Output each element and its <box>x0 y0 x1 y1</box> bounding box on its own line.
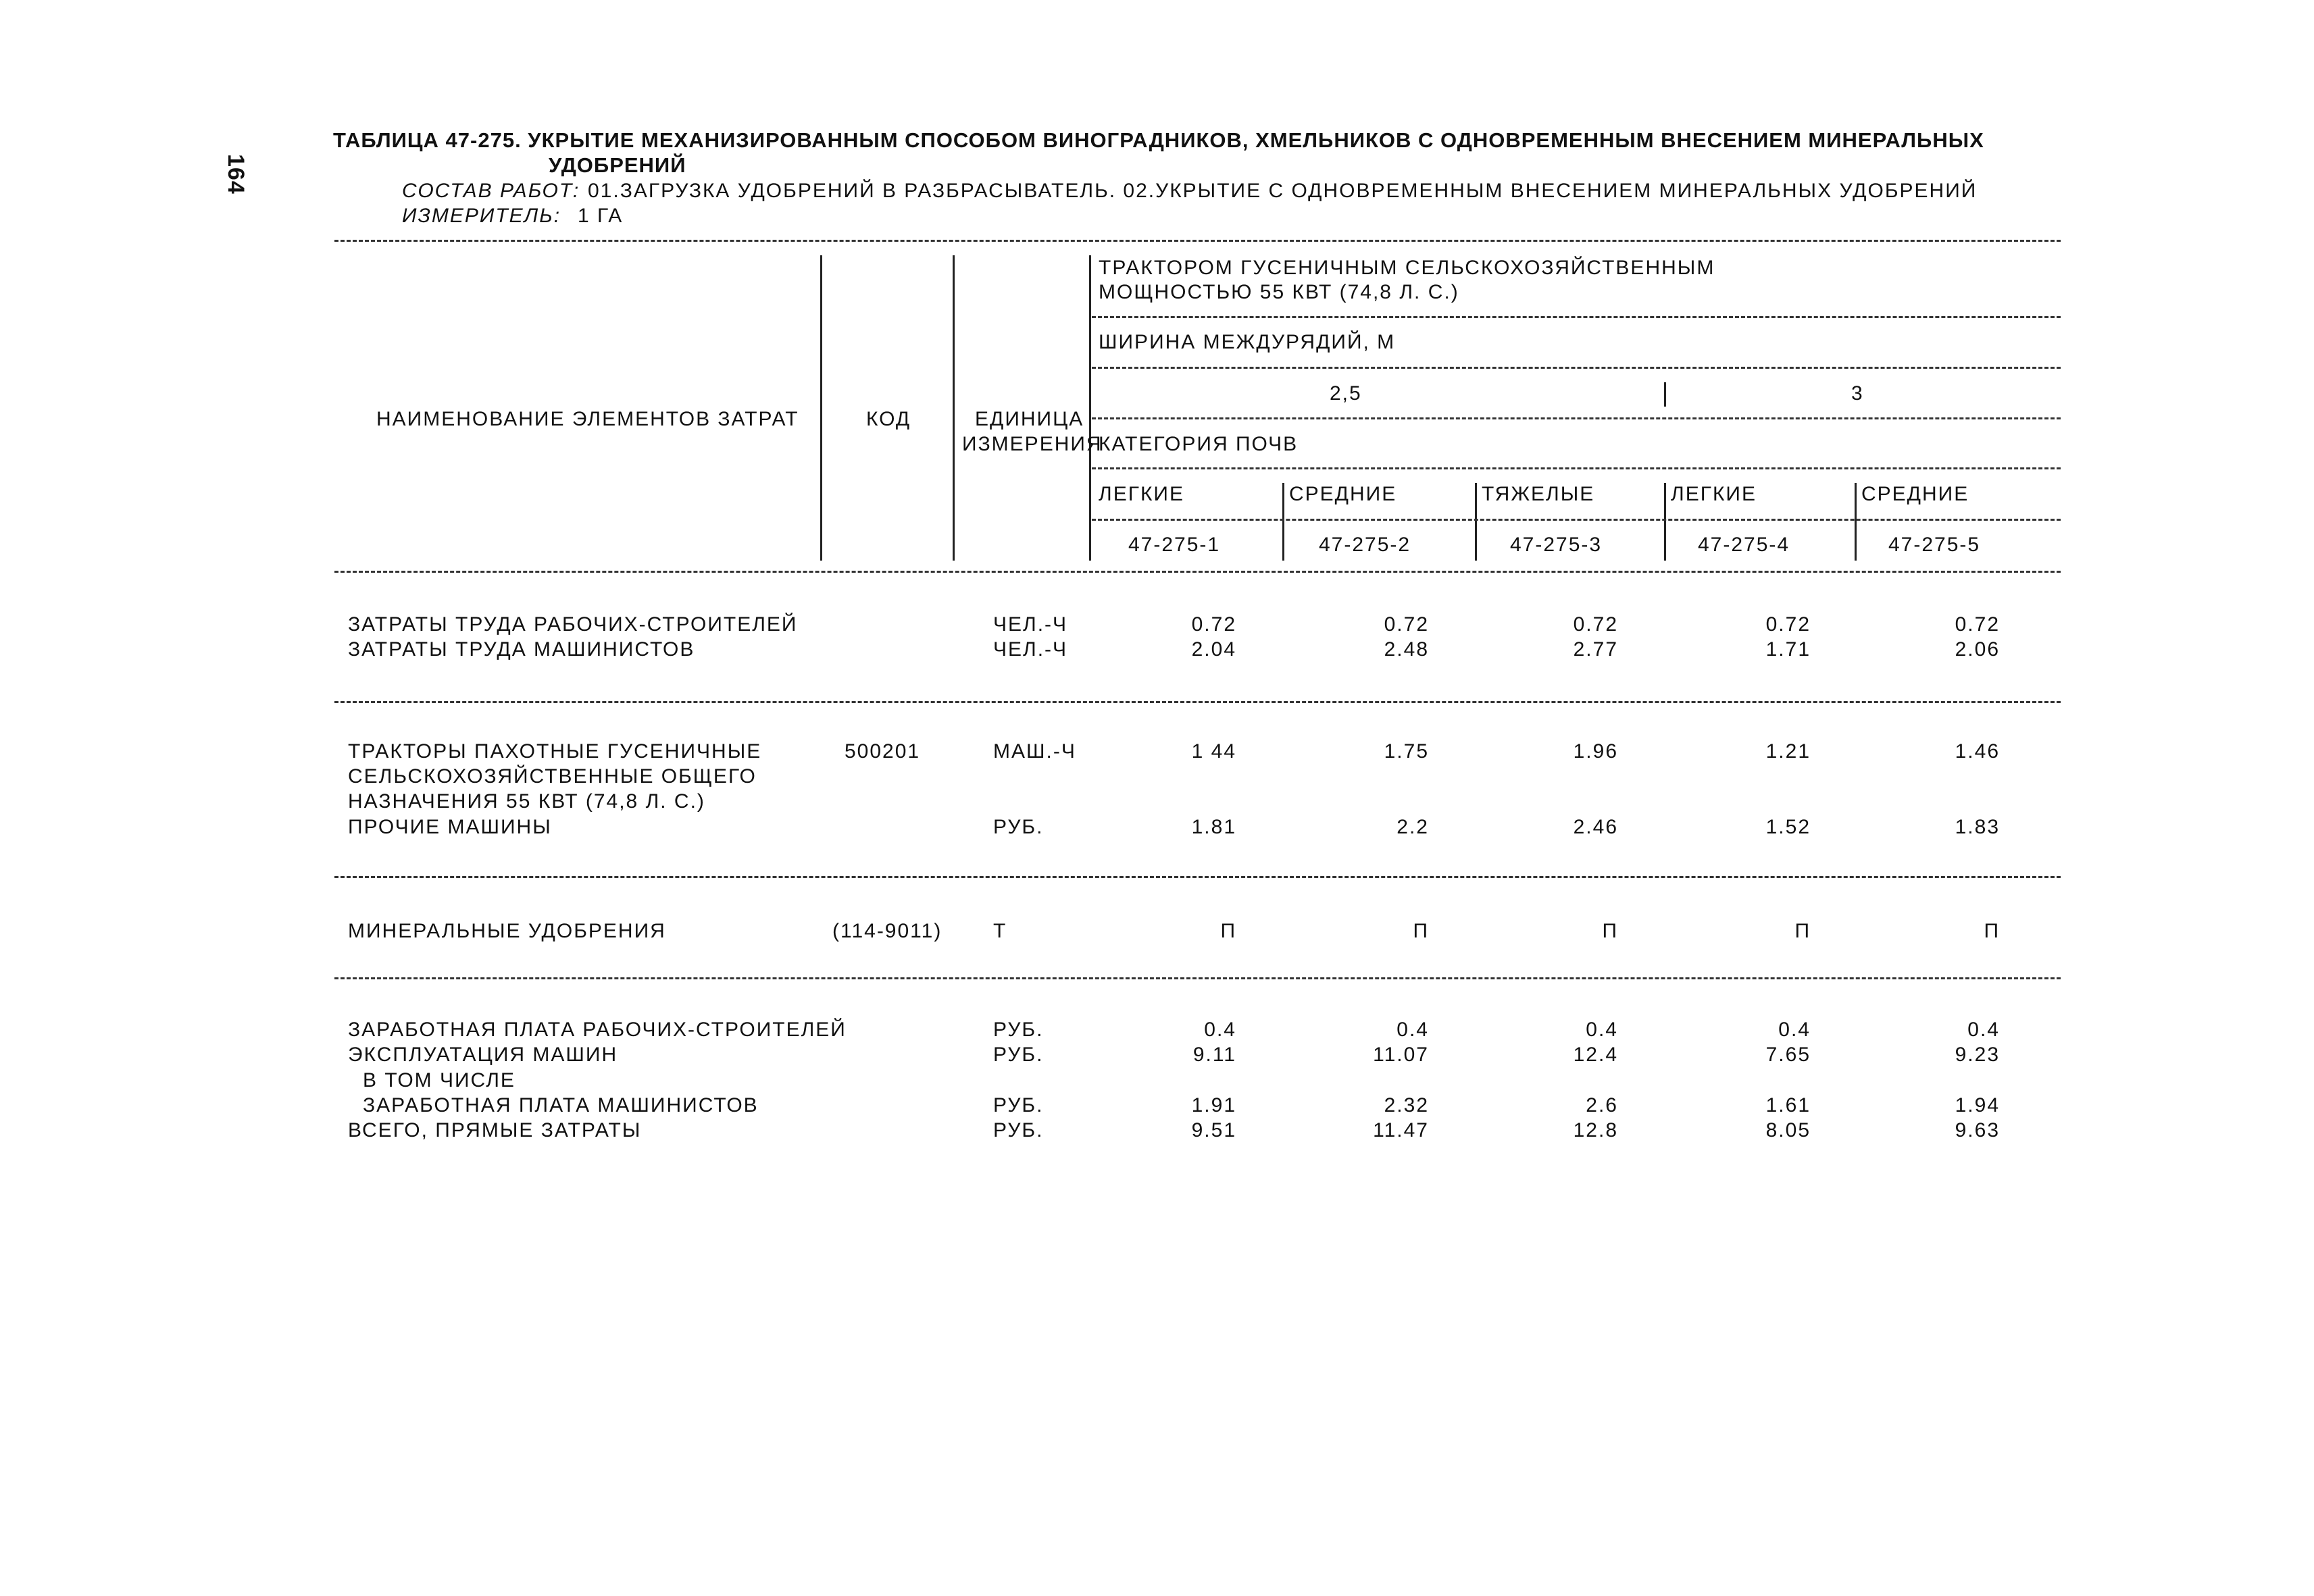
header-unit-1: ЕДИНИЦА <box>975 408 1084 430</box>
norm-code-5: 47-275-5 <box>1888 534 1981 556</box>
work-text: 01.ЗАГРУЗКА УДОБРЕНИЙ В РАЗБРАСЫВАТЕЛЬ. 02.УКРЫТИЕ С ОДНОВРЕМЕННЫМ ВНЕСЕНИЕМ МИНЕРАЛЬНЫХ УДОБРЕНИЙ <box>588 180 1978 202</box>
row-value-4: 1.52 <box>1765 816 1811 838</box>
soil-4: ЛЕГКИЕ <box>1671 483 1757 505</box>
row-name: ТРАКТОРЫ ПАХОТНЫЕ ГУСЕНИЧНЫЕ <box>348 740 762 763</box>
row-value-5: П <box>1984 920 2000 942</box>
col-separator <box>1855 483 1857 561</box>
meter-label: ИЗМЕРИТЕЛЬ: <box>402 205 561 227</box>
row-value-3: 12.4 <box>1573 1044 1618 1066</box>
row-value-2: П <box>1413 920 1429 942</box>
row-value-1: 2.04 <box>1191 638 1236 661</box>
row-value-1: 9.11 <box>1192 1044 1236 1066</box>
divider <box>1092 467 2061 469</box>
row-value-1: 0.72 <box>1191 613 1236 636</box>
row-value-1: 1.91 <box>1191 1094 1236 1116</box>
row-value-2: 11.47 <box>1373 1119 1429 1141</box>
row-value-2: 2.32 <box>1384 1094 1429 1116</box>
row-value-3: 2.77 <box>1573 638 1618 661</box>
row-value-4: 0.72 <box>1765 613 1811 636</box>
row-value-5: 0.72 <box>1955 613 2000 636</box>
soil-1: ЛЕГКИЕ <box>1099 483 1184 505</box>
norm-code-2: 47-275-2 <box>1319 534 1411 556</box>
divider <box>334 701 2061 703</box>
row-value-1: 1.81 <box>1191 816 1236 838</box>
row-name: СЕЛЬСКОХОЗЯЙСТВЕННЫЕ ОБЩЕГО <box>348 765 757 788</box>
col-separator <box>1664 382 1666 407</box>
row-name: ЭКСПЛУАТАЦИЯ МАШИН <box>348 1044 618 1066</box>
row-unit: РУБ. <box>993 1044 1044 1066</box>
soil-2: СРЕДНИЕ <box>1289 483 1397 505</box>
divider <box>1092 316 2061 318</box>
col-separator <box>1282 483 1284 561</box>
header-tractor-2: МОЩНОСТЬЮ 55 КВТ (74,8 Л. С.) <box>1099 281 1459 303</box>
row-value-3: 0.72 <box>1573 613 1618 636</box>
work-label: СОСТАВ РАБОТ: <box>402 180 580 202</box>
meter-value: 1 ГА <box>578 205 624 227</box>
row-value-5: 9.63 <box>1955 1119 2000 1141</box>
row-value-2: 0.4 <box>1397 1019 1429 1041</box>
header-unit-2: ИЗМЕРЕНИЯ <box>962 433 1103 455</box>
row-value-3: 2.46 <box>1573 816 1618 838</box>
row-unit: РУБ. <box>993 1019 1044 1041</box>
row-unit: РУБ. <box>993 816 1044 838</box>
row-value-2: 1.75 <box>1384 740 1429 763</box>
row-value-4: 0.4 <box>1778 1019 1811 1041</box>
row-code: 500201 <box>845 740 921 763</box>
col-separator <box>1089 255 1091 561</box>
row-value-2: 2.48 <box>1384 638 1429 661</box>
row-value-1: 9.51 <box>1191 1119 1236 1141</box>
row-name: ЗАРАБОТНАЯ ПЛАТА РАБОЧИХ-СТРОИТЕЛЕЙ <box>348 1019 847 1041</box>
row-name: В ТОМ ЧИСЛЕ <box>363 1069 515 1091</box>
row-name: МИНЕРАЛЬНЫЕ УДОБРЕНИЯ <box>348 920 666 942</box>
row-value-3: 1.96 <box>1573 740 1618 763</box>
soil-3: ТЯЖЕЛЫЕ <box>1482 483 1595 505</box>
header-name: НАИМЕНОВАНИЕ ЭЛЕМЕНТОВ ЗАТРАТ <box>376 408 799 430</box>
row-value-2: 2.2 <box>1397 816 1429 838</box>
row-value-5: 9.23 <box>1955 1044 2000 1066</box>
row-value-1: 1 44 <box>1191 740 1236 763</box>
row-value-4: 1.61 <box>1765 1094 1811 1116</box>
row-value-5: 1.83 <box>1955 816 2000 838</box>
row-name: НАЗНАЧЕНИЯ 55 КВТ (74,8 Л. С.) <box>348 790 705 813</box>
row-value-5: 1.94 <box>1955 1094 2000 1116</box>
divider <box>1092 367 2061 369</box>
row-name: ЗАТРАТЫ ТРУДА РАБОЧИХ-СТРОИТЕЛЕЙ <box>348 613 798 636</box>
header-tractor-1: ТРАКТОРОМ ГУСЕНИЧНЫМ СЕЛЬСКОХОЗЯЙСТВЕННЫМ <box>1099 257 1715 279</box>
table-title: ТАБЛИЦА 47-275. УКРЫТИЕ МЕХАНИЗИРОВАННЫМ СПОСОБОМ ВИНОГРАДНИКОВ, ХМЕЛЬНИКОВ С ОДНОВРЕМЕННЫМ ВНЕСЕНИЕМ МИНЕРАЛЬНЫХ <box>333 128 1984 152</box>
row-value-4: 8.05 <box>1765 1119 1811 1141</box>
col-separator <box>820 255 822 561</box>
row-name: ЗАТРАТЫ ТРУДА МАШИНИСТОВ <box>348 638 695 661</box>
row-value-1: П <box>1220 920 1236 942</box>
norm-code-4: 47-275-4 <box>1698 534 1790 556</box>
row-value-2: 11.07 <box>1373 1044 1429 1066</box>
col-separator <box>1664 483 1666 561</box>
row-value-2: 0.72 <box>1384 613 1429 636</box>
row-code: (114-9011) <box>832 920 942 942</box>
divider <box>1092 417 2061 419</box>
row-name: ВСЕГО, ПРЯМЫЕ ЗАТРАТЫ <box>348 1119 642 1141</box>
soil-5: СРЕДНИЕ <box>1861 483 1969 505</box>
row-value-3: 12.8 <box>1573 1119 1618 1141</box>
header-width-a: 2,5 <box>1330 382 1362 405</box>
row-name: ЗАРАБОТНАЯ ПЛАТА МАШИНИСТОВ <box>363 1094 759 1116</box>
row-unit: РУБ. <box>993 1094 1044 1116</box>
row-value-3: П <box>1602 920 1618 942</box>
norm-code-3: 47-275-3 <box>1510 534 1603 556</box>
page-number: 164 <box>223 154 249 195</box>
row-value-3: 0.4 <box>1586 1019 1618 1041</box>
header-code: КОД <box>866 408 911 430</box>
row-value-5: 0.4 <box>1967 1019 2000 1041</box>
row-value-1: 0.4 <box>1204 1019 1236 1041</box>
row-value-5: 1.46 <box>1955 740 2000 763</box>
row-unit: ЧЕЛ.-Ч <box>993 613 1068 636</box>
divider <box>334 571 2061 573</box>
row-value-4: 1.71 <box>1765 638 1811 661</box>
divider <box>334 876 2061 878</box>
row-value-3: 2.6 <box>1586 1094 1618 1116</box>
divider <box>334 240 2061 242</box>
table-title-cont: УДОБРЕНИЙ <box>549 153 686 177</box>
row-unit: РУБ. <box>993 1119 1044 1141</box>
row-name: ПРОЧИЕ МАШИНЫ <box>348 816 552 838</box>
row-value-4: П <box>1794 920 1811 942</box>
row-unit: Т <box>993 920 1007 942</box>
header-soil: КАТЕГОРИЯ ПОЧВ <box>1099 433 1299 455</box>
row-unit: МАШ.-Ч <box>993 740 1076 763</box>
divider <box>334 977 2061 979</box>
col-separator <box>953 255 955 561</box>
divider <box>1092 519 2061 521</box>
row-value-4: 1.21 <box>1765 740 1811 763</box>
norm-code-1: 47-275-1 <box>1128 534 1221 556</box>
header-width-b: 3 <box>1851 382 1864 405</box>
row-unit: ЧЕЛ.-Ч <box>993 638 1068 661</box>
col-separator <box>1475 483 1477 561</box>
row-value-4: 7.65 <box>1765 1044 1811 1066</box>
header-width: ШИРИНА МЕЖДУРЯДИЙ, М <box>1099 331 1396 353</box>
row-value-5: 2.06 <box>1955 638 2000 661</box>
